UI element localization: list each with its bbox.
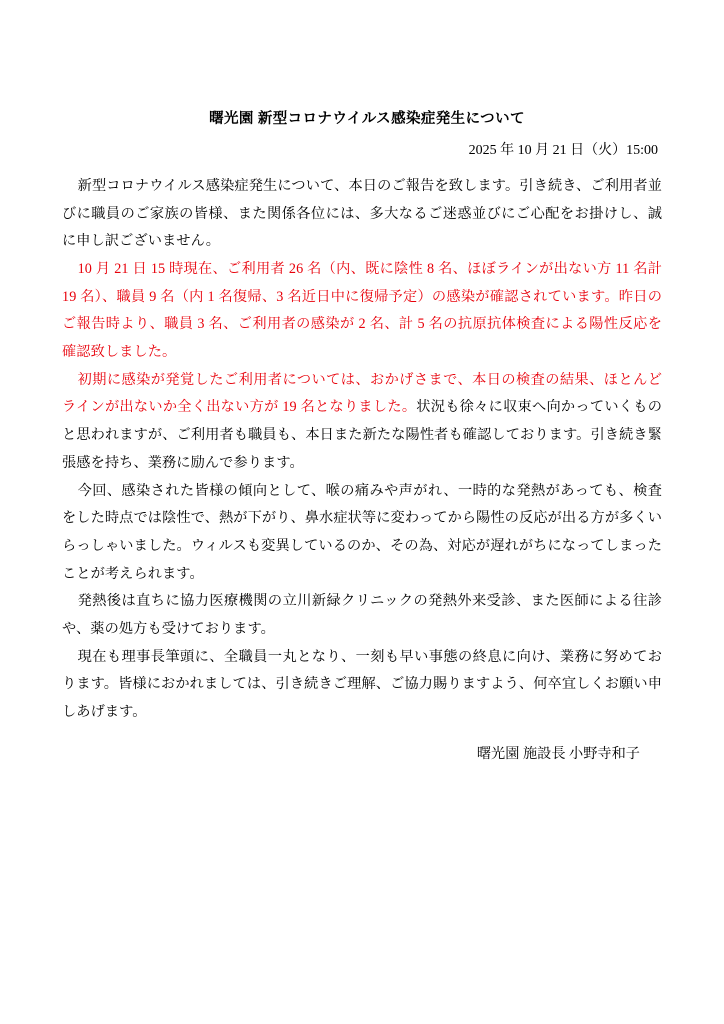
document-date: 2025 年 10 月 21 日（火）15:00 (468, 143, 658, 159)
paragraph-3-highlight: 初期に感染が発覚したご利用者については、おかげさまで、本日の検査の結果、ほとんどラインが出ないか全く出ない方が 19 名となりました。 (62, 371, 662, 416)
page-title: 曙光園 新型コロナウイルス感染症発生について (209, 111, 525, 127)
paragraph-6: 現在も理事長筆頭に、全職員一丸となり、一刻も早い事態の終息に向け、業務に努めております。皆様におかれましては、引き続きご理解、ご協力賜りますよう、何卒宜しくお願い申しあげます。 (62, 648, 662, 721)
paragraph-2: 10 月 21 日 15 時現在、ご利用者 26 名（内、既に陰性 8 名、ほぼラインが出ない方 11 名計 19 名）、職員 9 名（内 1 名復帰、3 名近日中に復帰予定）の感染が確認されています。昨日のご報告時より、職員 3 名、ご利用者の感染が 2 名、計 5 名の抗原抗体検査による陽性反応を確認致しました。 (62, 261, 662, 361)
paragraph-3-rest: 状況も徐々に収束へ向かっていくものと思われますが、ご利用者も職員も、本日また新たな陽性者も確認しております。引き続き緊張感を持ち、業務に励んで参ります。 (62, 399, 662, 471)
paragraph-5: 発熱後は直ちに協力医療機関の立川新緑クリニックの発熱外来受診、また医師による往診や、薬の処方も受けております。 (62, 593, 662, 637)
paragraph-1: 新型コロナウイルス感染症発生について、本日のご報告を致します。引き続き、ご利用者並びに職員のご家族の皆様、また関係各位には、多大なるご迷惑並びにご心配をお掛けし、誠に申し訳ございません。 (62, 177, 662, 250)
signature: 曙光園 施設長 小野寺和子 (476, 745, 640, 762)
paragraph-3 (62, 367, 662, 478)
paragraph-4: 今回、感染された皆様の傾向として、喉の痛みや声がれ、一時的な発熱があっても、検査をした時点では陰性で、熱が下がり、鼻水症状等に変わってから陽性の反応が出る方が多くいらっしゃいました。ウィルスも変異しているのか、その為、対応が遅れがちになってしまったことが考えられます。 (62, 482, 662, 582)
